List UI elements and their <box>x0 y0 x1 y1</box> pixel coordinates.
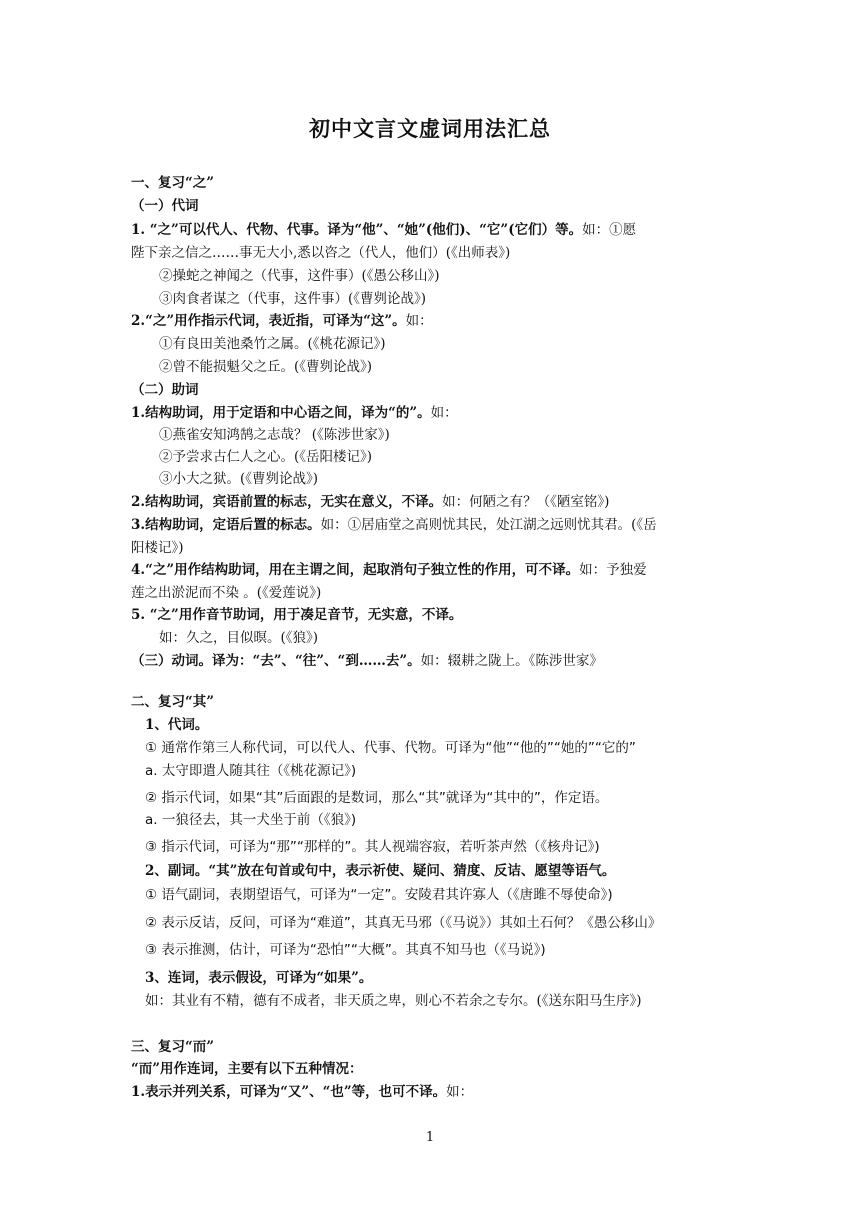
text-line: 莲之出淤泥而不染 。(《爱莲说》) <box>131 585 322 601</box>
text-line: 如：其业有不精，德有不成者，非天质之卑，则心不若余之专尔。(《送东阳马生序》) <box>145 993 642 1009</box>
text-line: ③肉食者谋之（代事，这件事）(《曹刿论战》) <box>159 291 427 307</box>
page-title: 初中文言文虚词用法汇总 <box>309 117 551 141</box>
text-line: ①有良田美池桑竹之属。(《桃花源记》) <box>159 336 386 352</box>
text-line: ②予尝求古仁人之心。(《岳阳楼记》) <box>159 449 373 465</box>
text-line: ②曾不能损魁父之丘。(《曹刿论战》) <box>159 359 373 375</box>
subsection-heading: （二）助词 <box>131 382 199 398</box>
text-line: 5. “之”用作音节助词，用于凑足音节，无实意，不译。 <box>131 607 463 623</box>
text-line: ③ 指示代词，可译为“那”“那样的”。其人视端容寂，若听茶声然（《核舟记》) <box>145 839 600 855</box>
text-line: 2.“之”用作指示代词，表近指，可译为“这”。如： <box>131 313 433 329</box>
text-line: 阳楼记》) <box>131 540 184 556</box>
subsection-heading: （一）代词 <box>131 198 199 214</box>
text-line: a. 一狼径去，其一犬坐于前（《狼》) <box>145 812 357 828</box>
text-line: a. 太守即遣人随其往（《桃花源记》) <box>145 763 357 779</box>
text-line: 陛下亲之信之……事无大小,悉以咨之（代人，他们）(《出师表》) <box>131 245 511 261</box>
text-line: 1.结构助词，用于定语和中心语之间，译为“的”。如： <box>131 405 458 421</box>
text-line: 4.“之”用作结构助词，用在主谓之间，起取消句子独立性的作用，可不译。如：予独爱 <box>131 562 647 578</box>
text-line: ② 指示代词，如果“其”后面跟的是数词，那么“其”就译为“其中的”，作定语。 <box>145 790 609 806</box>
subsection-heading: 1、代词。 <box>145 717 209 733</box>
text-line: ③ 表示推测，估计，可译为“恐怕”“大概”。其真不知马也（《马说》) <box>145 942 546 958</box>
text-line: ③小大之狱。(《曹刿论战》) <box>159 471 319 487</box>
page-number: 1 <box>425 1130 435 1145</box>
text-line: ②操蛇之神闻之（代事，这件事）(《愚公移山》) <box>159 268 440 284</box>
subsection-heading: （三）动词。译为：“去”、“往”、“到……去”。如：辍耕之陇上。《陈涉世家》 <box>131 653 603 669</box>
text-line: ② 表示反诘，反问，可译为“难道”，其真无马邪（《马说》）其如土石何？《愚公移山》 <box>145 915 662 931</box>
text-line: 1.表示并列关系，可译为“又”、“也”等，也可不译。如： <box>131 1084 474 1100</box>
text-line: ① 语气副词，表期望语气，可译为“一定”。安陵君其许寡人（《唐雎不辱使命》) <box>145 887 613 903</box>
text-line: 如：久之，目似暝。(《狼》) <box>159 630 319 646</box>
text-line: 2.结构助词，宾语前置的标志，无实在意义，不译。如：何陋之有？（《陋室铭》) <box>131 494 610 510</box>
subsection-heading: 3、连词，表示假设，可译为“如果”。 <box>145 970 373 986</box>
section-heading: 一、复习“之” <box>131 175 215 191</box>
subsection-heading: 2、副词。“其”放在句首或句中，表示祈使、疑问、猜度、反诘、愿望等语气。 <box>145 863 616 879</box>
text-line: 1. “之”可以代人、代物、代事。译为“他”、“她”(他们)、“它”(它们）等。如：①愿 <box>131 222 637 238</box>
text-line: 3.结构助词，定语后置的标志。如：①居庙堂之高则忧其民，处江湖之远则忧其君。(《岳 <box>131 517 657 533</box>
text-line: “而”用作连词，主要有以下五种情况： <box>131 1061 363 1077</box>
text-line: ①燕雀安知鸿鹄之志哉？ (《陈涉世家》) <box>159 427 390 443</box>
text-line: ① 通常作第三人称代词，可以代人、代事、代物。可译为“他”“他的”“她的”“它的” <box>145 740 636 756</box>
section-heading: 三、复习“而” <box>131 1039 215 1055</box>
section-heading: 二、复习“其” <box>131 694 215 710</box>
